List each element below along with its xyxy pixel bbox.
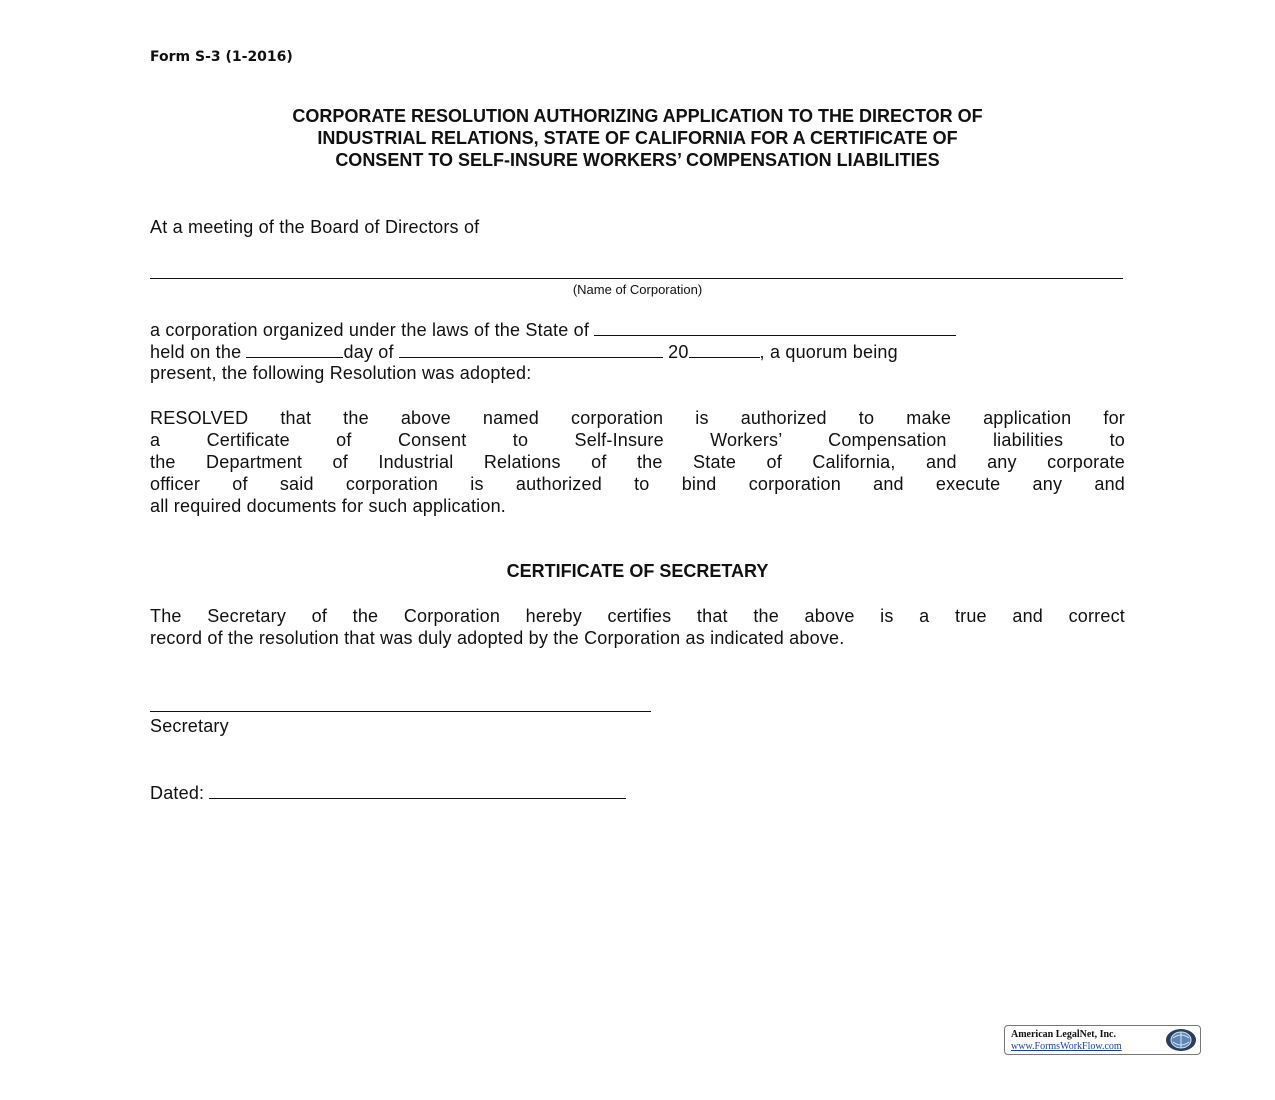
meeting-intro: At a meeting of the Board of Directors of	[150, 217, 480, 237]
corporation-state-line	[150, 318, 1125, 341]
document-title	[150, 105, 1125, 171]
held-on-line	[150, 340, 1125, 363]
american-legalnet-logo	[1004, 1025, 1201, 1055]
secretary-signature-field[interactable]	[150, 711, 651, 712]
title-line: CORPORATE RESOLUTION AUTHORIZING APPLICATION TO THE DIRECTOR OF	[292, 106, 983, 126]
dated-line	[150, 781, 626, 804]
secretary-label: Secretary	[150, 716, 229, 736]
resolved-line: officer of said corporation is authorized to bind corporation and execute any and	[150, 474, 1125, 494]
resolved-line: RESOLVED that the above named corporation is authorized to make application for	[150, 408, 1125, 428]
title-line: INDUSTRIAL RELATIONS, STATE OF CALIFORNIA FOR A CERTIFICATE OF	[317, 128, 958, 148]
state-line-text: a corporation organized under the laws of the State of	[150, 320, 590, 340]
adopted-line: present, the following Resolution was adopted:	[150, 363, 532, 383]
certificate-paragraph	[150, 605, 1125, 649]
globe-icon	[1165, 1028, 1197, 1052]
logo-company-name: American LegalNet, Inc.	[1011, 1029, 1116, 1040]
title-line: CONSENT TO SELF-INSURE WORKERS’ COMPENSATION LIABILITIES	[335, 150, 940, 170]
corporation-name-field[interactable]	[150, 278, 1123, 279]
day-field[interactable]	[246, 340, 343, 358]
month-field[interactable]	[399, 340, 663, 358]
resolved-line: a Certificate of Consent to Self-Insure Workers’ Compensation liabilities to	[150, 430, 1125, 450]
logo-url-link[interactable]: www.FormsWorkFlow.com	[1011, 1041, 1122, 1052]
year-field[interactable]	[689, 340, 760, 358]
year-prefix-text: 20	[668, 342, 689, 362]
resolved-line: all required documents for such application.	[150, 496, 506, 516]
certificate-line: record of the resolution that was duly adopted by the Corporation as indicated above.	[150, 628, 845, 648]
form-id: Form S-3 (1-2016)	[150, 49, 293, 65]
corporation-name-caption: (Name of Corporation)	[572, 282, 703, 297]
held-on-text: held on the	[150, 342, 242, 362]
quorum-text: , a quorum being	[759, 342, 898, 362]
dated-label: Dated:	[150, 783, 205, 803]
state-field[interactable]	[594, 318, 956, 336]
resolved-line: the Department of Industrial Relations of the State of California, and any corporate	[150, 452, 1125, 472]
dated-field[interactable]	[209, 781, 626, 799]
certificate-line: The Secretary of the Corporation hereby certifies that the above is a true and correct	[150, 606, 1125, 626]
certificate-heading: CERTIFICATE OF SECRETARY	[506, 561, 769, 581]
day-of-text: day of	[343, 342, 394, 362]
resolved-paragraph	[150, 407, 1125, 517]
